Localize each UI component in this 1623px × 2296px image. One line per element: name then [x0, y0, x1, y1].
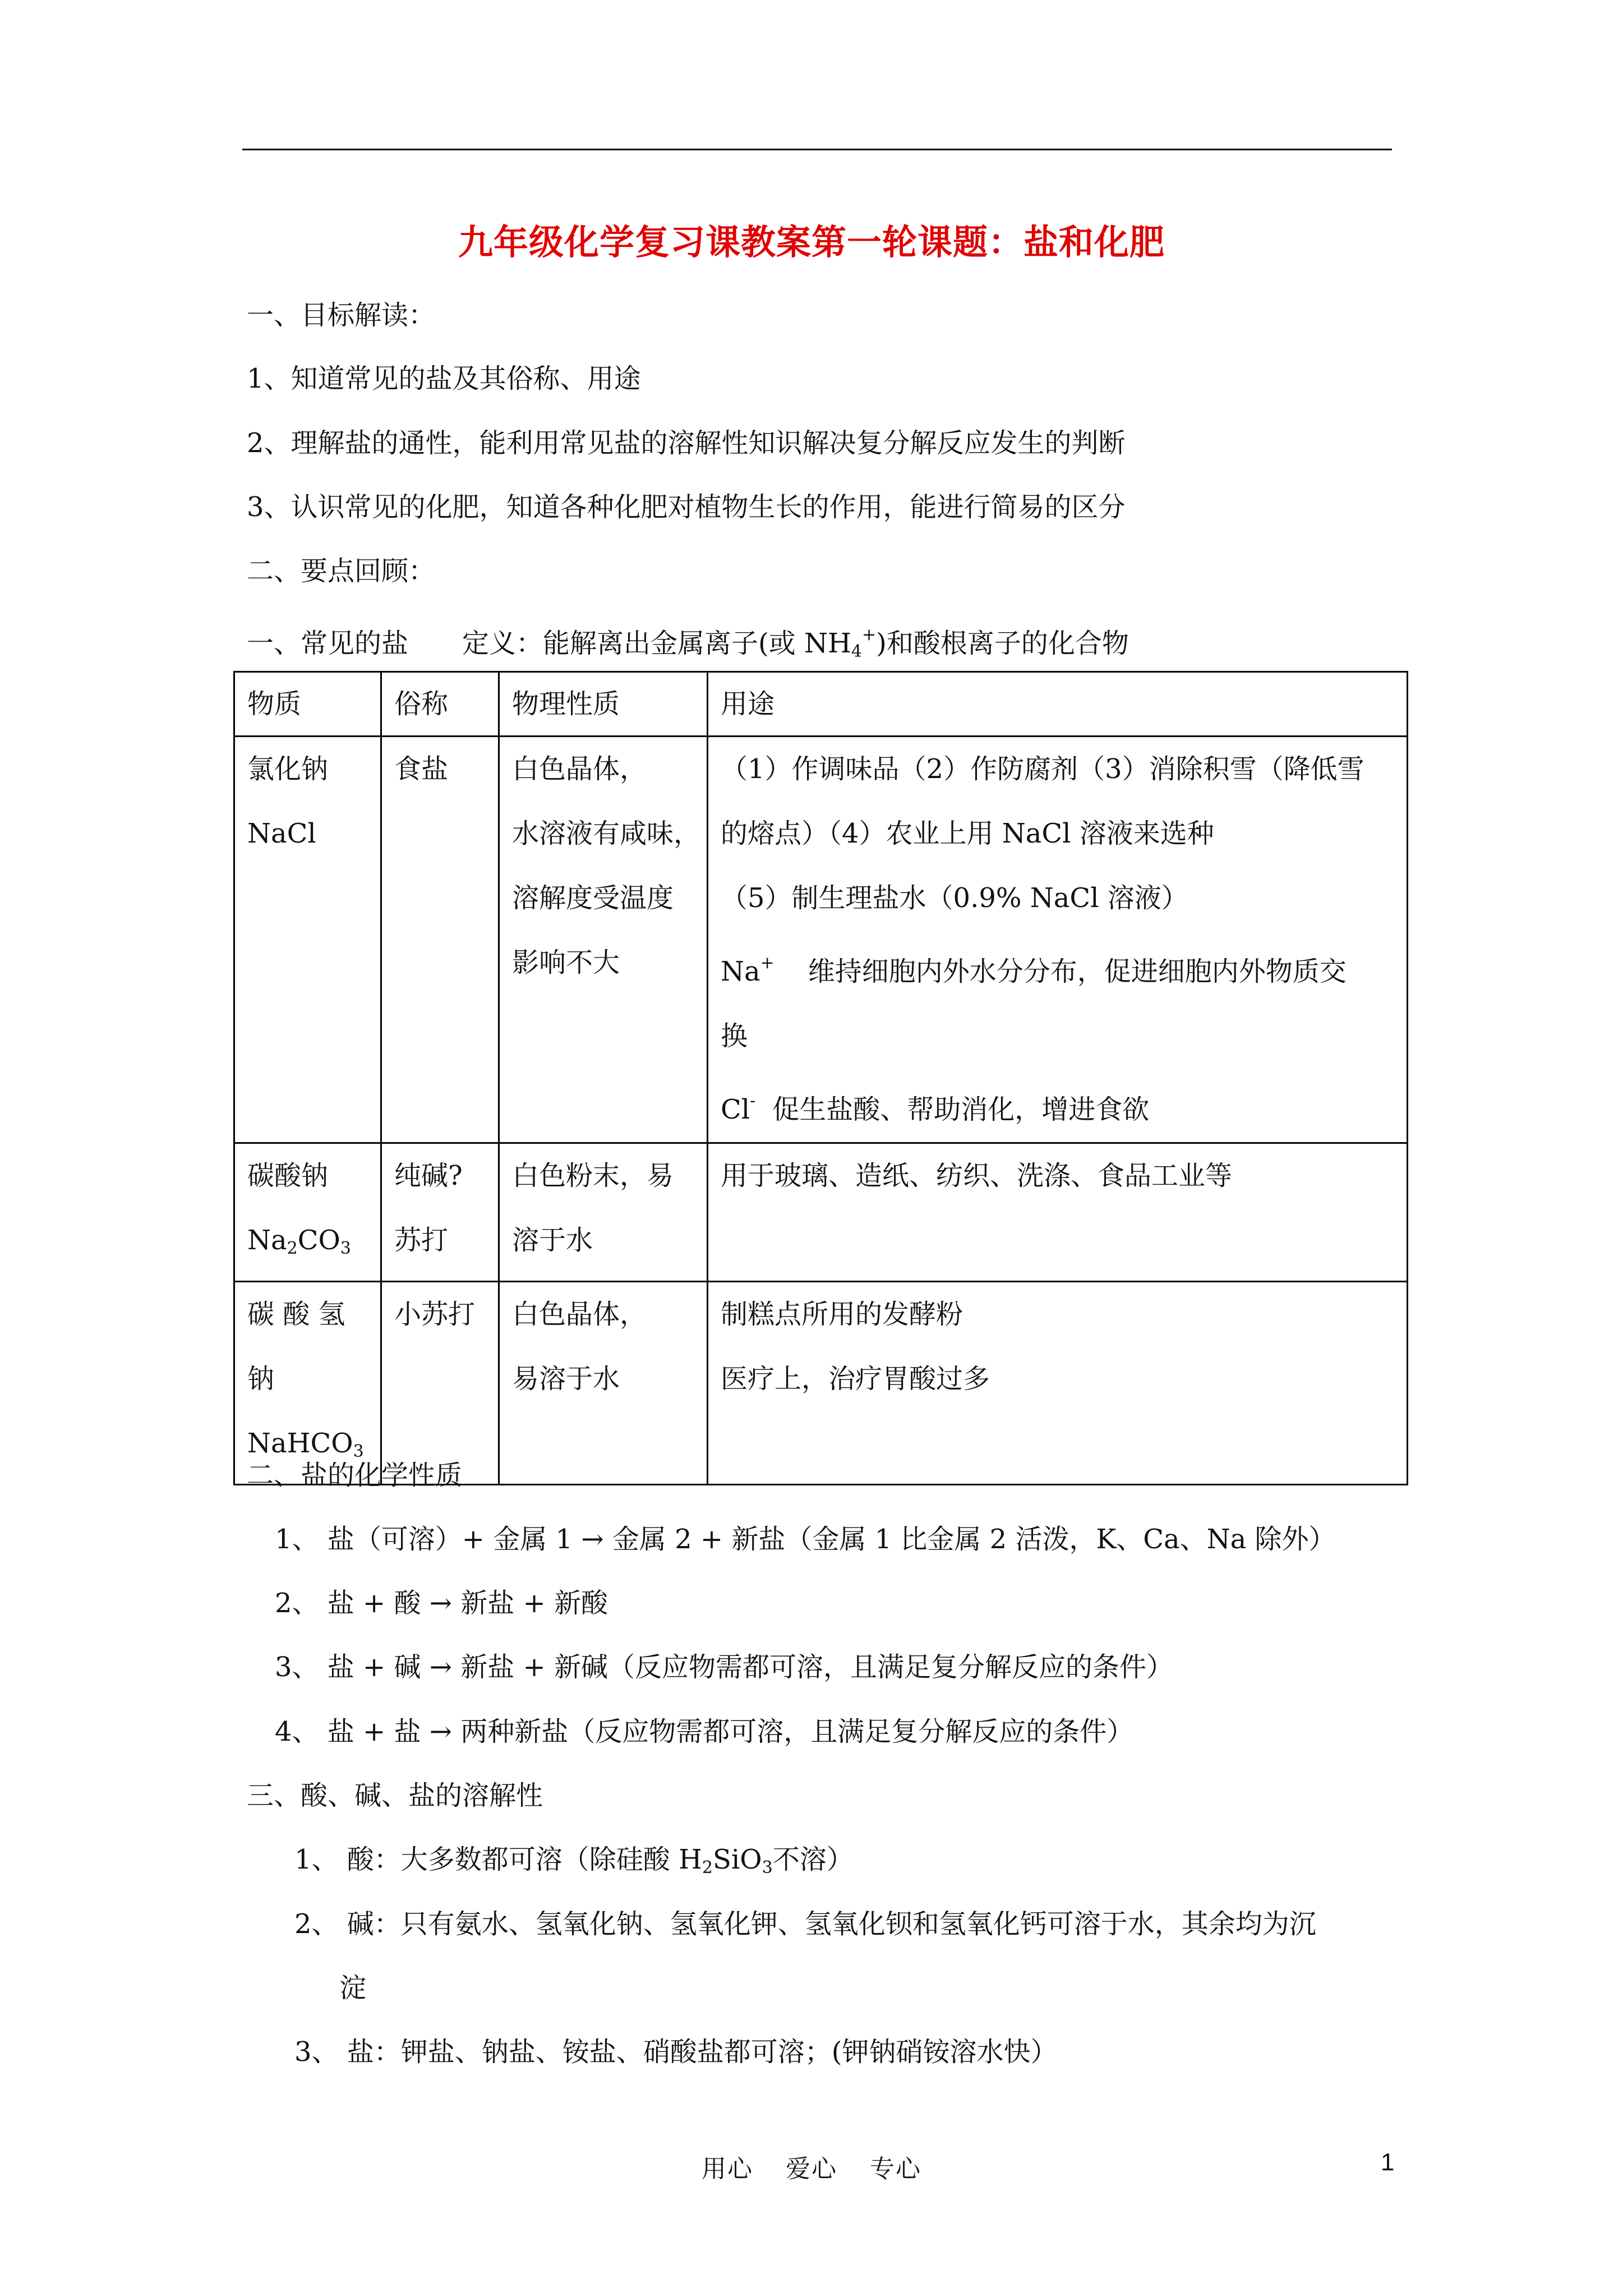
chloride-ion-charge: -: [750, 1091, 756, 1111]
properties-cell: [499, 737, 708, 1143]
solubility-heading: 三、酸、碱、盐的溶解性: [247, 1780, 543, 1811]
chem-prop-item: 1、 盐（可溶）+ 金属 1 → 金属 2 + 新盐（金属 1 比金属 2 活泼，K、Ca、Na 除外）: [275, 1524, 1336, 1555]
formula-part: Na: [247, 1225, 287, 1256]
sodium-ion-line: [721, 931, 1394, 1004]
uses-cell: [708, 1282, 1408, 1485]
table-row: [234, 1282, 1408, 1485]
property-line: 易溶于水: [512, 1363, 620, 1395]
objective-item: 3、认识常见的化肥，知道各种化肥对植物生长的作用，能进行简易的区分: [247, 491, 1126, 523]
header-common-name: 俗称: [381, 672, 499, 737]
header-rule: [242, 149, 1392, 150]
property-line: 白色晶体，: [512, 1299, 647, 1330]
formula-part: NaHCO: [247, 1428, 353, 1459]
formula-part: CO: [297, 1225, 340, 1256]
property-line: 水溶液有咸味，: [512, 818, 701, 849]
substance-formula: [247, 1208, 368, 1281]
common-name: 苏打: [394, 1225, 449, 1256]
table-header-row: [234, 672, 1408, 737]
substance-name: 钠: [247, 1363, 275, 1395]
common-name: 纯碱?: [394, 1160, 463, 1191]
chem-prop-item: 3、 盐 + 碱 → 新盐 + 新碱（反应物需都可溶，且满足复分解反应的条件）: [275, 1651, 1174, 1683]
header-uses: 用途: [708, 672, 1408, 737]
solubility-salt-line: 3、 盐：钾盐、钠盐、铵盐、硝酸盐都可溶；(钾钠硝铵溶水快）: [294, 2036, 1058, 2068]
table-row: [234, 1143, 1408, 1282]
definition-prefix: 定义：能解离出金属离子(或 NH: [462, 628, 851, 659]
definition-sup: +: [861, 625, 877, 645]
use-line: 制糕点所用的发酵粉: [721, 1299, 963, 1330]
formula-subscript: 3: [340, 1239, 351, 1258]
solubility-base-line-cont: 淀: [339, 1972, 367, 2004]
page-number: 1: [1381, 2148, 1395, 2176]
common-name-cell: [381, 737, 499, 1143]
properties-cell: [499, 1143, 708, 1282]
header-physical-properties: 物理性质: [499, 672, 708, 737]
chem-props-heading: 二、盐的化学性质: [247, 1460, 463, 1491]
salts-table: [233, 671, 1408, 1485]
review-heading: 二、要点回顾：: [247, 555, 436, 587]
substance-formula: NaCl: [247, 818, 316, 849]
acid-text: 不溶）: [772, 1844, 854, 1875]
footer-word: 爱心: [786, 2155, 837, 2183]
objectives-heading: 一、目标解读：: [247, 300, 436, 331]
use-line: 用于玻璃、造纸、纺织、洗涤、食品工业等: [721, 1160, 1233, 1191]
substance-name: 碳 酸 氢: [247, 1299, 345, 1330]
definition-suffix: )和酸根离子的化合物: [876, 628, 1129, 659]
sodium-ion-role-cont: 换: [721, 1020, 748, 1052]
properties-cell: [499, 1282, 708, 1485]
chloride-ion-line: [721, 1069, 1394, 1142]
common-name-cell: [381, 1282, 499, 1485]
solubility-acid-line: [294, 1843, 854, 1885]
chem-prop-item: 4、 盐 + 盐 → 两种新盐（反应物需都可溶，且满足复分解反应的条件）: [275, 1716, 1134, 1747]
footer-word: 用心: [702, 2155, 753, 2183]
footer-word: 专心: [870, 2155, 921, 2183]
use-line: （5）制生理盐水（0.9% NaCl 溶液）: [721, 882, 1188, 914]
substance-cell: [234, 1282, 381, 1485]
solubility-base-line: 2、 碱：只有氨水、氢氧化钠、氢氧化钾、氢氧化钡和氢氧化钙可溶于水，其余均为沉: [294, 1908, 1316, 1940]
definition-sub: 4: [851, 642, 862, 661]
use-line: （1）作调味品（2）作防腐剂（3）消除积雪（降低雪: [721, 753, 1364, 785]
acid-text: SiO: [713, 1844, 762, 1875]
chloride-ion: Cl: [721, 1094, 750, 1125]
formula-subscript: 3: [353, 1442, 364, 1461]
acid-subscript: 3: [762, 1858, 773, 1878]
page-title: 九年级化学复习课教案第一轮课题：盐和化肥: [458, 222, 1165, 263]
property-line: 白色晶体，: [512, 753, 647, 785]
property-line: 溶解度受温度: [512, 882, 674, 914]
use-line: 的熔点）（4）农业上用 NaCl 溶液来选种: [721, 818, 1214, 849]
property-line: 溶于水: [512, 1225, 593, 1256]
acid-text: 1、 酸：大多数都可溶（除硅酸 H: [294, 1844, 702, 1875]
substance-cell: [234, 737, 381, 1143]
uses-cell: [708, 1143, 1408, 1282]
salt-definition-line: [247, 618, 1129, 669]
chem-prop-item: 2、 盐 + 酸 → 新盐 + 新酸: [275, 1588, 608, 1619]
property-line: 白色粉末，易: [512, 1160, 674, 1191]
common-name-cell: [381, 1143, 499, 1282]
common-name: 食盐: [394, 753, 449, 785]
chloride-ion-role: 促生盐酸、帮助消化，增进食欲: [772, 1094, 1150, 1125]
header-substance: 物质: [234, 672, 381, 737]
uses-cell: [708, 737, 1408, 1143]
formula-subscript: 2: [287, 1239, 298, 1258]
substance-cell: [234, 1143, 381, 1282]
acid-subscript: 2: [702, 1858, 713, 1878]
sodium-ion: Na: [721, 956, 760, 987]
use-line: 医疗上，治疗胃酸过多: [721, 1363, 990, 1395]
page-footer: [0, 2148, 1623, 2184]
sodium-ion-role: 维持细胞内外水分分布，促进细胞内外物质交: [808, 956, 1347, 987]
common-name: 小苏打: [394, 1299, 476, 1330]
substance-name: 氯化钠: [247, 753, 329, 785]
substance-name: 碳酸钠: [247, 1160, 329, 1191]
property-line: 影响不大: [512, 947, 620, 978]
table-row: [234, 737, 1408, 1143]
common-salts-label: 一、常见的盐: [247, 628, 409, 659]
objective-item: 1、知道常见的盐及其俗称、用途: [247, 363, 641, 394]
sodium-ion-charge: +: [760, 953, 774, 973]
objective-item: 2、理解盐的通性，能利用常见盐的溶解性知识解决复分解反应发生的判断: [247, 427, 1126, 459]
